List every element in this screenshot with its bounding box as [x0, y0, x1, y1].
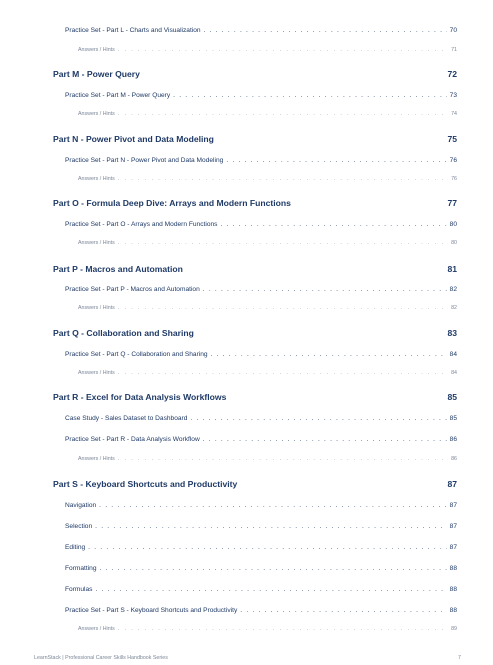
toc-dot-leader — [95, 586, 446, 593]
toc-page-number: 74 — [451, 111, 457, 117]
toc-answers-entry[interactable] — [78, 111, 457, 117]
toc-dot-leader — [220, 221, 446, 228]
toc-dot-leader — [99, 502, 447, 509]
toc-dot-leader — [118, 626, 448, 632]
toc-page-number: 87 — [449, 523, 457, 530]
toc-page-number: 76 — [451, 176, 457, 182]
toc-page-number: 88 — [449, 607, 457, 614]
toc-dot-leader — [118, 370, 448, 376]
toc-page-number: 84 — [451, 370, 457, 376]
toc-entry[interactable] — [65, 607, 457, 614]
toc-page-number: 76 — [449, 157, 457, 164]
toc-entry-title: Formulas — [65, 586, 93, 593]
toc-page-number: 80 — [451, 240, 457, 246]
toc-page-number: 84 — [449, 351, 457, 358]
toc-answers-entry[interactable] — [78, 456, 457, 462]
toc-entry-title: Answers / Hints — [78, 111, 115, 117]
toc-entry-title: Practice Set - Part O - Arrays and Modern Functions — [65, 221, 218, 228]
toc-page-number: 71 — [451, 47, 457, 53]
toc-page-number: 83 — [447, 328, 457, 338]
toc-entry-title: Practice Set - Part M - Power Query — [65, 92, 171, 99]
toc-dot-leader — [173, 92, 446, 99]
toc-page-number: 86 — [449, 436, 457, 443]
toc-answers-entry[interactable] — [78, 47, 457, 53]
toc-dot-leader — [118, 111, 448, 117]
toc-dot-leader — [95, 523, 447, 530]
toc-answers-entry[interactable] — [78, 626, 457, 632]
toc-entry[interactable] — [65, 92, 457, 99]
toc-part-heading[interactable] — [53, 198, 457, 208]
toc-page-number: 88 — [449, 565, 457, 572]
toc-page-number: 86 — [451, 456, 457, 462]
toc-dot-leader — [240, 607, 446, 614]
toc-entry-title: Part Q - Collaboration and Sharing — [53, 328, 194, 338]
toc-entry[interactable] — [65, 415, 457, 422]
toc-dot-leader — [118, 47, 448, 53]
toc-entry[interactable] — [65, 523, 457, 530]
toc-entry-title: Answers / Hints — [78, 370, 115, 376]
toc-page-number: 82 — [449, 286, 457, 293]
toc-dot-leader — [226, 157, 446, 164]
toc-dot-leader — [100, 565, 447, 572]
toc-entry[interactable] — [65, 351, 457, 358]
toc-dot-leader — [203, 436, 447, 443]
toc-entry-title: Part P - Macros and Automation — [53, 264, 183, 274]
toc-entry[interactable] — [65, 502, 457, 509]
toc-entry-title: Navigation — [65, 502, 97, 509]
page-footer — [34, 655, 461, 661]
toc-page-number: 87 — [449, 544, 457, 551]
toc-dot-leader — [118, 176, 448, 182]
toc-entry-title: Selection — [65, 523, 93, 530]
toc-entry-title: Case Study - Sales Dataset to Dashboard — [65, 415, 188, 422]
toc-entry[interactable] — [65, 157, 457, 164]
toc-entry-title: Practice Set - Part R - Data Analysis Workflow — [65, 436, 200, 443]
toc-entry-title: Answers / Hints — [78, 305, 115, 311]
toc-page-number: 85 — [447, 392, 457, 402]
toc-dot-leader — [118, 305, 448, 311]
toc-page-number: 82 — [451, 305, 457, 311]
toc-answers-entry[interactable] — [78, 240, 457, 246]
toc-entry-title: Practice Set - Part N - Power Pivot and Data Modeling — [65, 157, 224, 164]
toc-entry-title: Answers / Hints — [78, 176, 115, 182]
toc-entry-title: Practice Set - Part S - Keyboard Shortcuts and Productivity — [65, 607, 238, 614]
toc-page-number: 80 — [449, 221, 457, 228]
toc-dot-leader — [204, 27, 447, 34]
toc-dot-leader — [203, 286, 447, 293]
toc-page-number: 85 — [449, 415, 457, 422]
toc-entry-title: Practice Set - Part P - Macros and Automation — [65, 286, 200, 293]
toc-entry-title: Formatting — [65, 565, 97, 572]
toc-page-number: 70 — [449, 27, 457, 34]
toc-page-number: 75 — [447, 134, 457, 144]
toc-entry[interactable] — [65, 221, 457, 228]
toc-page-number: 81 — [447, 264, 457, 274]
toc-part-heading[interactable] — [53, 69, 457, 79]
toc-entry-title: Practice Set - Part Q - Collaboration and Sharing — [65, 351, 208, 358]
footer-page-number: 7 — [458, 655, 461, 661]
toc-page-number: 88 — [449, 586, 457, 593]
toc-entry-title: Answers / Hints — [78, 456, 115, 462]
toc-part-heading[interactable] — [53, 264, 457, 274]
toc-entry-title: Part M - Power Query — [53, 69, 140, 79]
toc-part-heading[interactable] — [53, 328, 457, 338]
toc-entry[interactable] — [65, 286, 457, 293]
toc-dot-leader — [88, 544, 446, 551]
toc-entry[interactable] — [65, 586, 457, 593]
toc-dot-leader — [118, 240, 448, 246]
toc-entry-title: Part S - Keyboard Shortcuts and Productivity — [53, 479, 238, 489]
footer-series-title: LearnStack | Professional Career Skills Handbook Series — [34, 655, 168, 661]
toc-part-heading[interactable] — [53, 392, 457, 402]
toc-part-heading[interactable] — [53, 134, 457, 144]
toc-page-number: 87 — [449, 502, 457, 509]
toc-entry-title: Answers / Hints — [78, 626, 115, 632]
toc-entry[interactable] — [65, 565, 457, 572]
toc-dot-leader — [190, 415, 446, 422]
toc-answers-entry[interactable] — [78, 370, 457, 376]
toc-entry-title: Editing — [65, 544, 86, 551]
toc-entry-title: Answers / Hints — [78, 240, 115, 246]
toc-page-number: 73 — [449, 92, 457, 99]
toc-dot-leader — [211, 351, 447, 358]
toc-page-number: 87 — [447, 479, 457, 489]
toc-page-number: 89 — [451, 626, 457, 632]
toc-entry-title: Answers / Hints — [78, 47, 115, 53]
toc-page-number: 77 — [447, 198, 457, 208]
toc-entry[interactable] — [65, 27, 457, 34]
toc-part-heading[interactable] — [53, 479, 457, 489]
toc-answers-entry[interactable] — [78, 176, 457, 182]
toc-entry-title: Part R - Excel for Data Analysis Workflows — [53, 392, 227, 402]
toc-page-number: 72 — [447, 69, 457, 79]
toc-dot-leader — [118, 456, 448, 462]
toc-entry-title: Practice Set - Part L - Charts and Visualization — [65, 27, 201, 34]
toc-entry[interactable] — [65, 544, 457, 551]
toc-entry-title: Part N - Power Pivot and Data Modeling — [53, 134, 214, 144]
toc-entry-title: Part O - Formula Deep Dive: Arrays and Modern Functions — [53, 198, 291, 208]
toc-entry[interactable] — [65, 436, 457, 443]
toc-answers-entry[interactable] — [78, 305, 457, 311]
